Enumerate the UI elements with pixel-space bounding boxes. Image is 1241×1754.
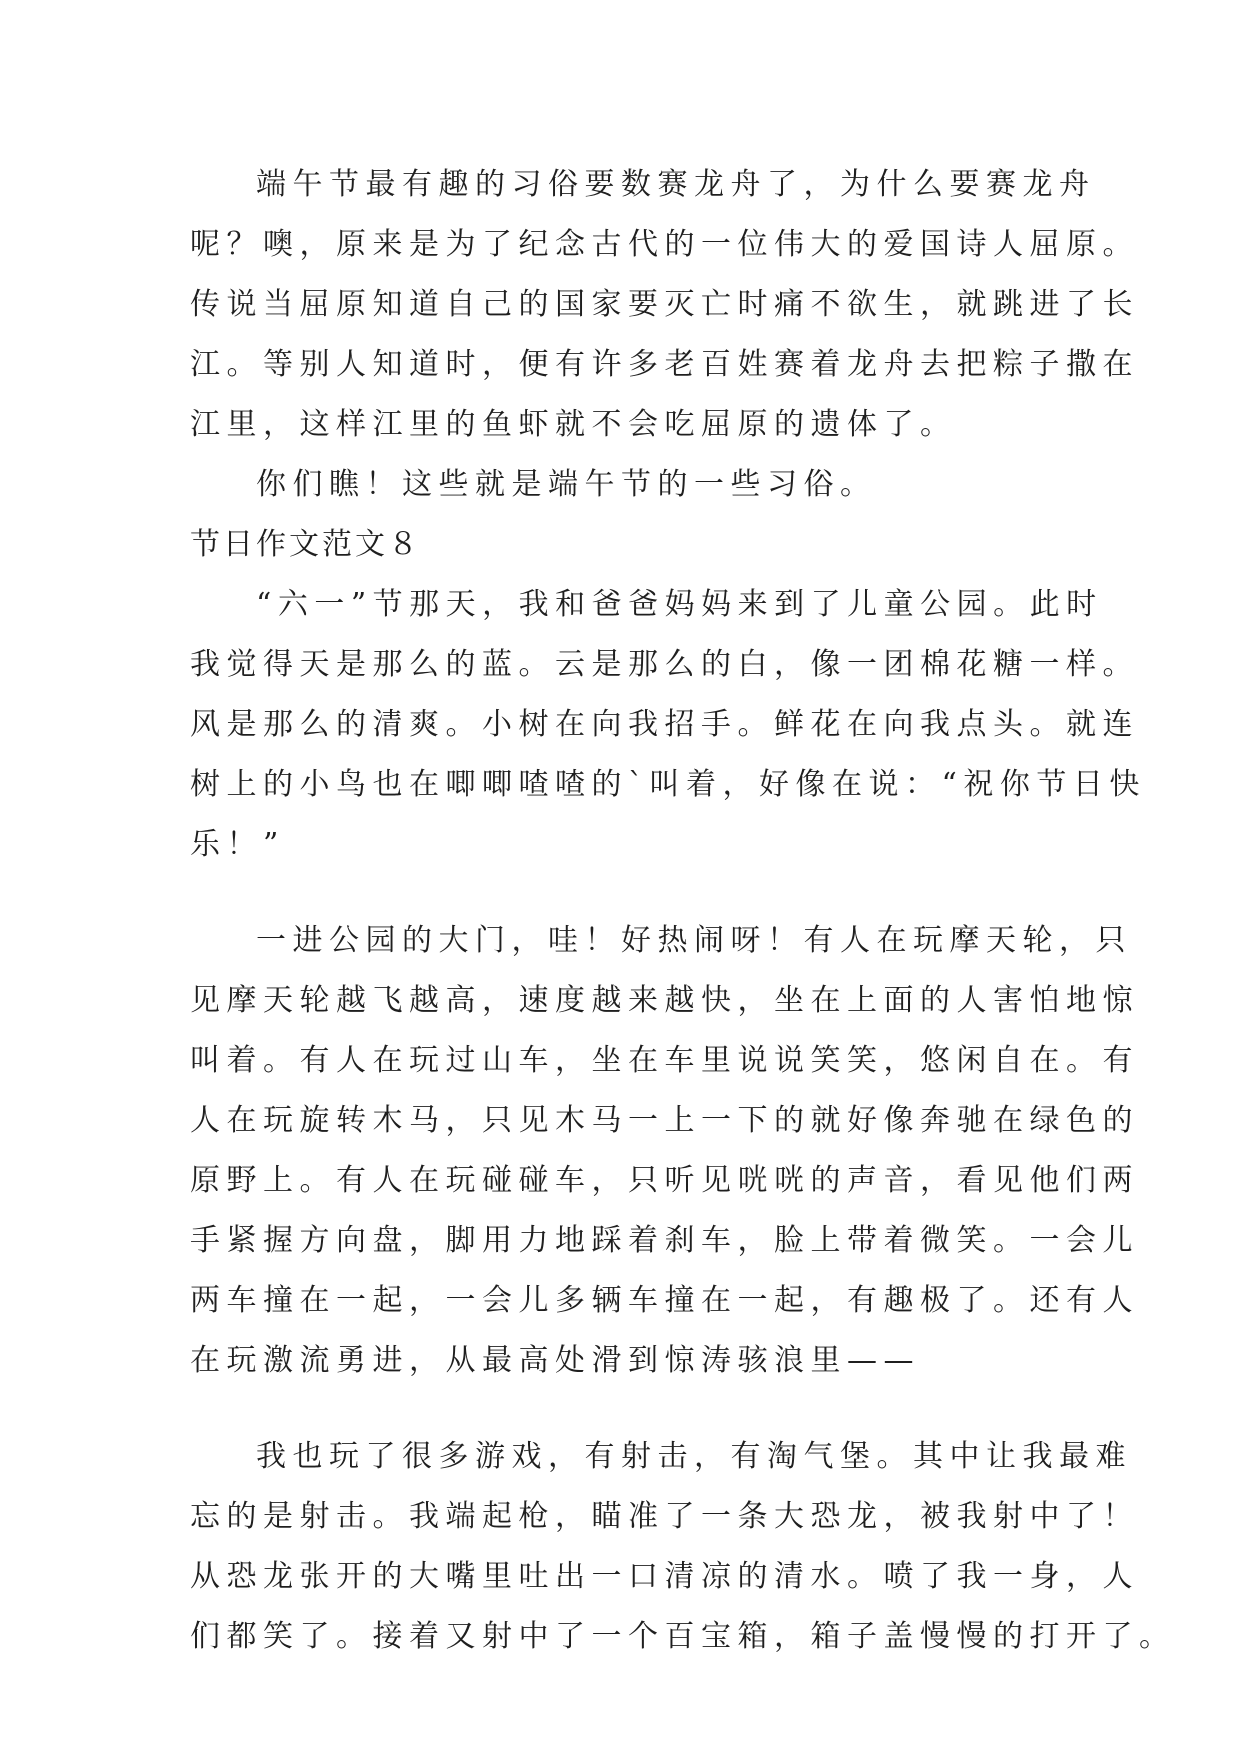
paragraph-line: 传说当屈原知道自己的国家要灭亡时痛不欲生，就跳进了长 [190, 287, 1139, 322]
paragraph-dragon-boat [190, 155, 1139, 455]
paragraph-line: 手紧握方向盘，脚用力地踩着刹车，脸上带着微笑。一会儿 [190, 1223, 1139, 1258]
paragraph-gap [190, 875, 1060, 911]
paragraph-line: 们都笑了。接着又射中了一个百宝箱，箱子盖慢慢的打开了。 [190, 1619, 1176, 1654]
paragraph-line: 忘的是射击。我端起枪，瞄准了一条大恐龙，被我射中了！ [190, 1499, 1139, 1534]
paragraph-line: 端午节最有趣的习俗要数赛龙舟了，为什么要赛龙舟 [256, 167, 1096, 202]
paragraph-line: 叫着。有人在玩过山车，坐在车里说说笑笑，悠闲自在。有 [190, 1043, 1139, 1078]
paragraph-childrens-day [190, 575, 1146, 875]
paragraph-games [190, 1427, 1176, 1667]
paragraph-line: 我觉得天是那么的蓝。云是那么的白，像一团棉花糖一样。 [190, 647, 1139, 682]
paragraph-line: 乐！” [190, 827, 285, 862]
section-heading-text: 节日作文范文８ [190, 527, 421, 562]
paragraph-line: 风是那么的清爽。小树在向我招手。鲜花在向我点头。就连 [190, 707, 1139, 742]
document-body [190, 155, 1176, 1667]
paragraph-line: 你们瞧！这些就是端午节的一些习俗。 [256, 467, 877, 502]
paragraph-gap [190, 1391, 1060, 1427]
paragraph-line: 江里，这样江里的鱼虾就不会吃屈原的遗体了。 [190, 407, 957, 442]
paragraph-line: 人在玩旋转木马，只见木马一上一下的就好像奔驰在绿色的 [190, 1103, 1139, 1138]
paragraph-line: 见摩天轮越飞越高，速度越来越快，坐在上面的人害怕地惊 [190, 983, 1139, 1018]
paragraph-customs-summary [190, 455, 1060, 515]
paragraph-line: 我也玩了很多游戏，有射击，有淘气堡。其中让我最难 [256, 1439, 1132, 1474]
paragraph-line: “六一”节那天，我和爸爸妈妈来到了儿童公园。此时 [256, 587, 1103, 622]
paragraph-line: 江。等别人知道时，便有许多老百姓赛着龙舟去把粽子撒在 [190, 347, 1139, 382]
paragraph-line: 一进公园的大门，哇！好热闹呀！有人在玩摩天轮，只 [256, 923, 1132, 958]
paragraph-line: 呢？噢，原来是为了纪念古代的一位伟大的爱国诗人屈原。 [190, 227, 1139, 262]
paragraph-line: 两车撞在一起，一会儿多辆车撞在一起，有趣极了。还有人 [190, 1283, 1139, 1318]
section-heading [190, 515, 1060, 575]
paragraph-park-rides [190, 911, 1139, 1391]
paragraph-line: 在玩激流勇进，从最高处滑到惊涛骇浪里—— [190, 1343, 920, 1378]
paragraph-line: 从恐龙张开的大嘴里吐出一口清凉的清水。喷了我一身，人 [190, 1559, 1139, 1594]
paragraph-line: 原野上。有人在玩碰碰车，只听见咣咣的声音，看见他们两 [190, 1163, 1139, 1198]
paragraph-line: 树上的小鸟也在唧唧喳喳的`叫着，好像在说：“祝你节日快 [190, 767, 1146, 802]
